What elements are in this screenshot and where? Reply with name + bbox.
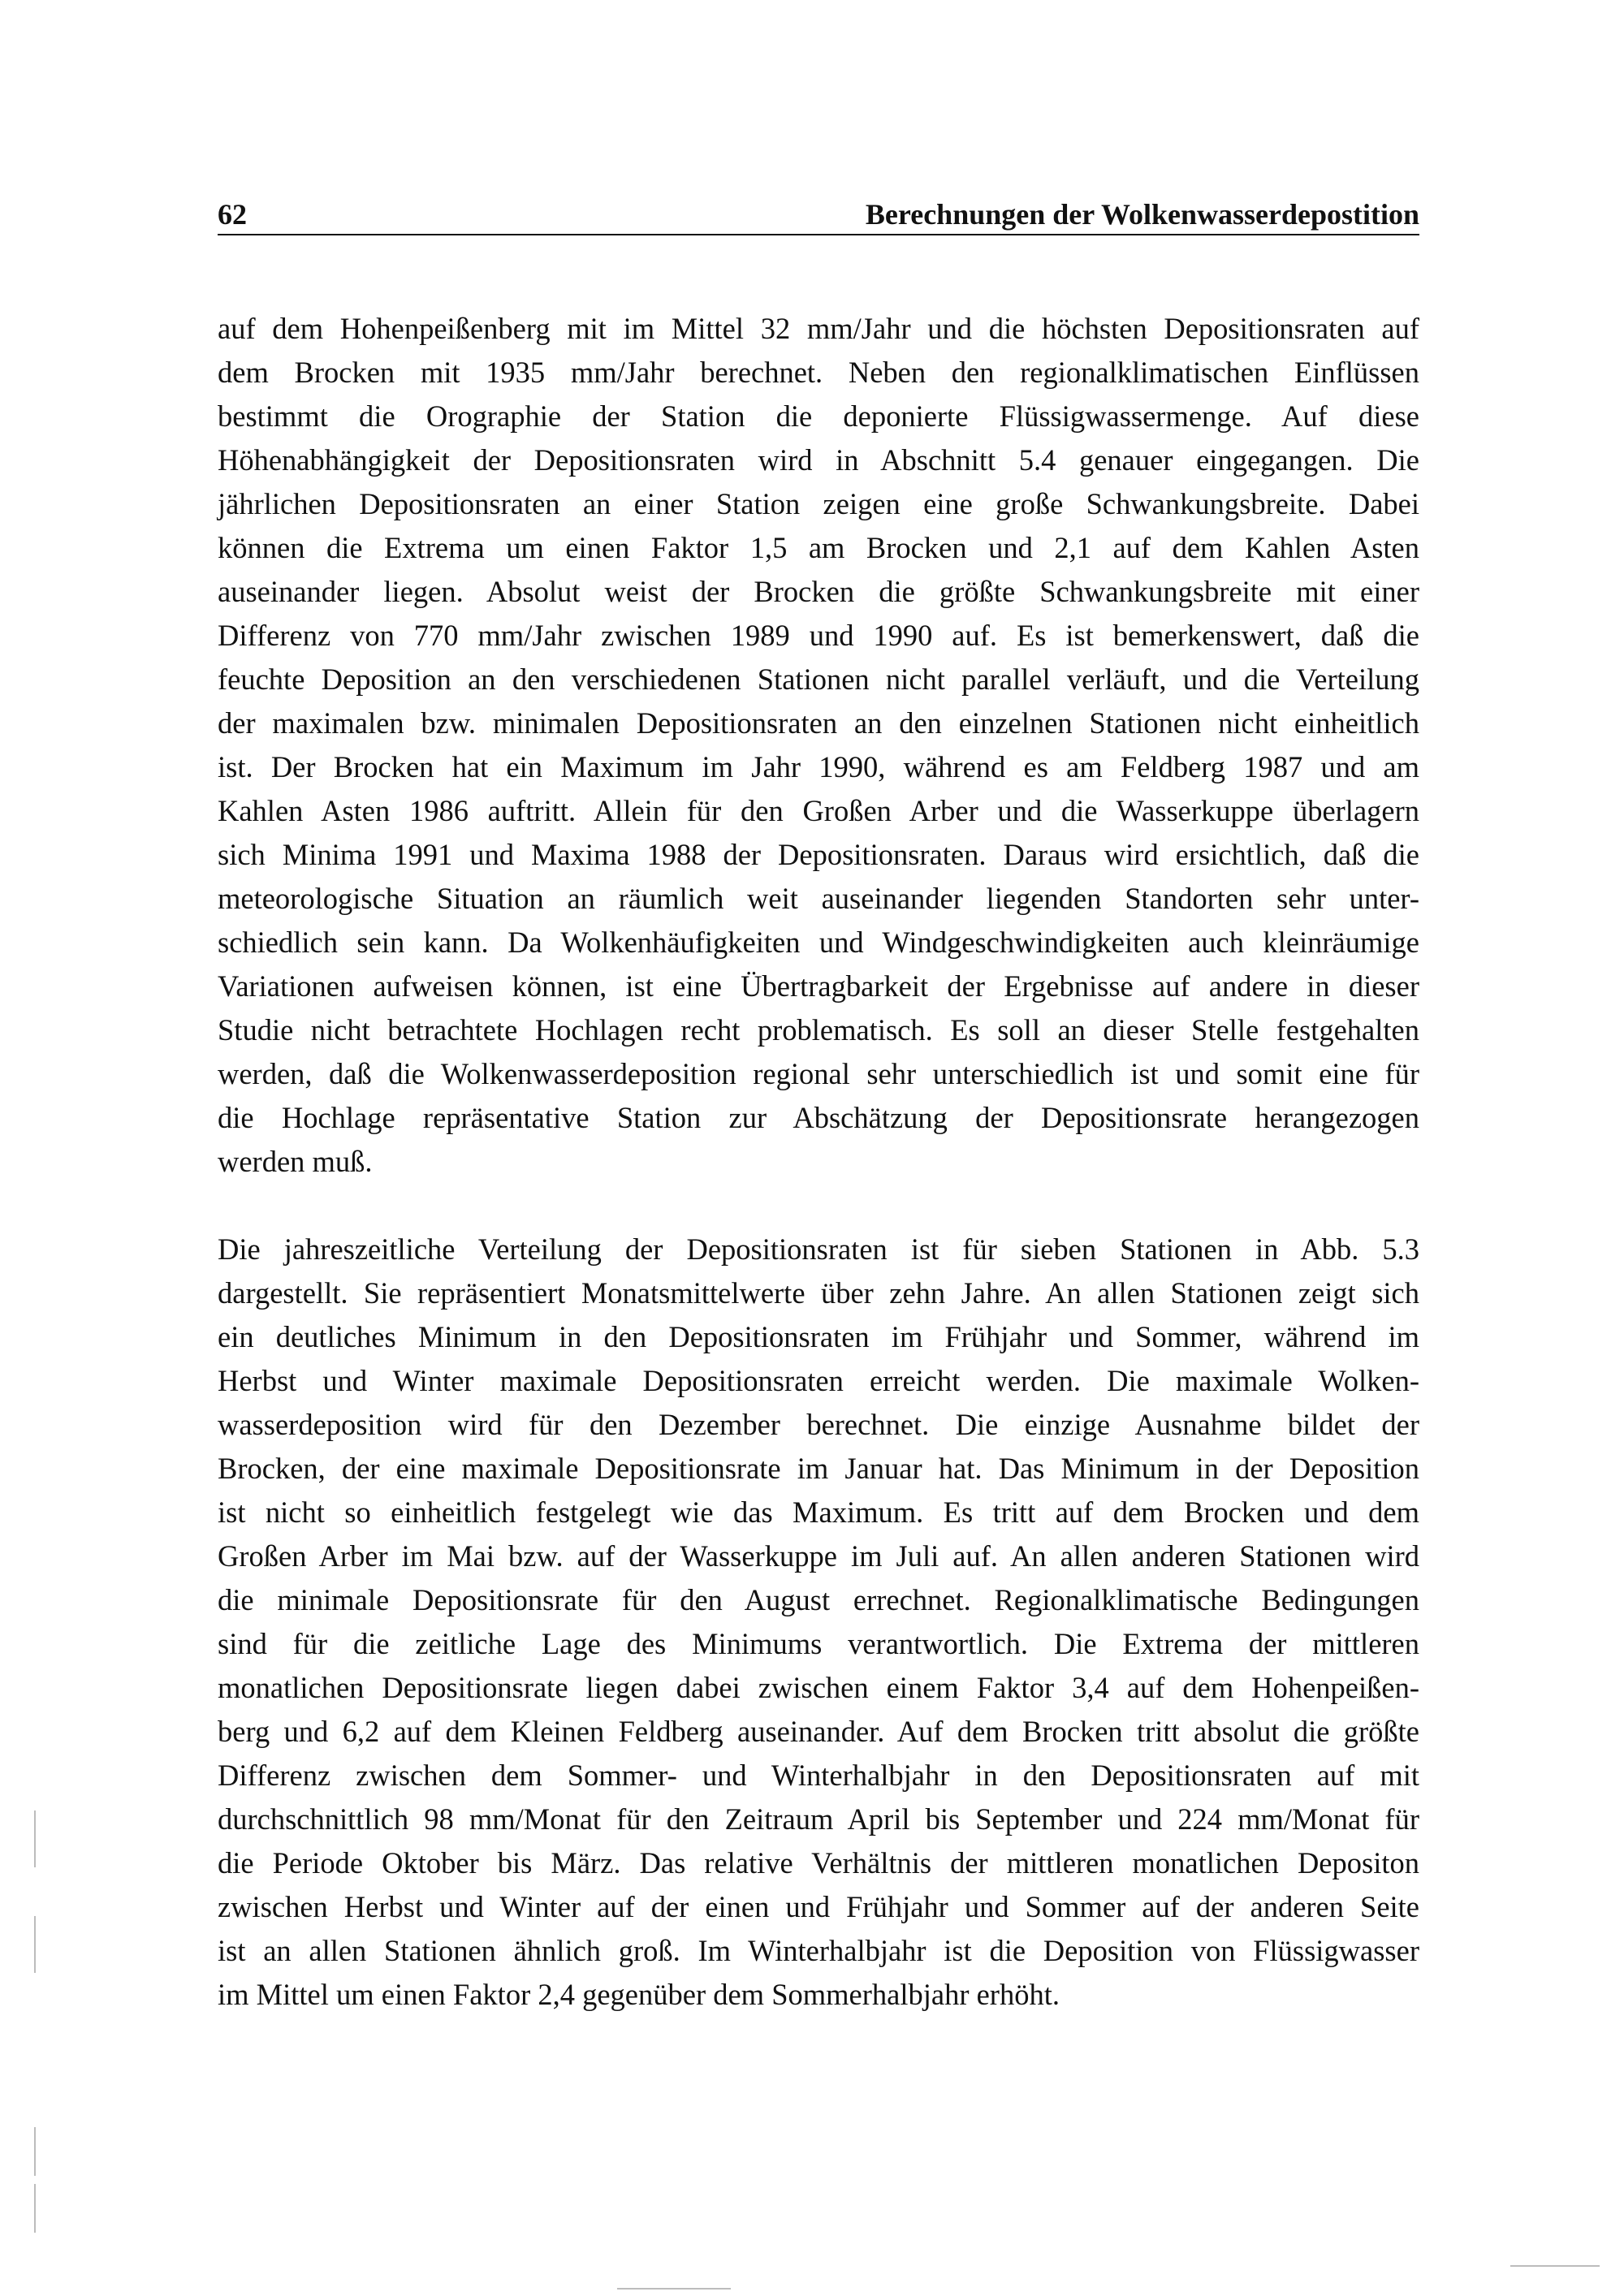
text-line: werden muß.	[218, 1145, 373, 1178]
text-line: Höhenabhängigkeit der Depositionsraten wird in Abschnitt 5.4 genauer eingegangen. Die	[218, 443, 1419, 477]
text-line: die Hochlage repräsentative Station zur Abschätzung der Depositionsrate herangezogen	[218, 1101, 1419, 1134]
text-line: bestimmt die Orographie der Station die deponierte Flüssigwassermenge. Auf diese	[218, 399, 1419, 433]
text-line: Brocken, der eine maximale Depositionsrate im Januar hat. Das Minimum in der Deposition	[218, 1452, 1419, 1485]
scan-artifact	[34, 2184, 36, 2233]
text-line: sich Minima 1991 und Maxima 1988 der Depositionsraten. Daraus wird ersichtlich, daß die	[218, 838, 1419, 871]
text-line: Die jahreszeitliche Verteilung der Depositionsraten ist für sieben Stationen in Abb. 5.3	[218, 1232, 1419, 1266]
text-line: wasserdeposition wird für den Dezember berechnet. Die einzige Ausnahme bildet der	[218, 1408, 1419, 1441]
text-line: Differenz zwischen dem Sommer- und Winterhalbjahr in den Depositionsraten auf mit	[218, 1759, 1419, 1792]
text-line: schiedlich sein kann. Da Wolkenhäufigkeiten und Windgeschwindigkeiten auch kleinräumige	[218, 926, 1419, 959]
text-line: Variationen aufweisen können, ist eine Übertragbarkeit der Ergebnisse auf andere in dieser	[218, 969, 1419, 1003]
text-line: werden, daß die Wolkenwasserdeposition regional sehr unterschiedlich ist und somit eine für	[218, 1057, 1419, 1090]
text-line: sind für die zeitliche Lage des Minimums verantwortlich. Die Extrema der mittleren	[218, 1627, 1419, 1660]
text-line: auseinander liegen. Absolut weist der Brocken die größte Schwankungsbreite mit einer	[218, 575, 1419, 608]
text-line: ein deutliches Minimum in den Depositionsraten im Frühjahr und Sommer, während im	[218, 1320, 1419, 1353]
text-line: ist an allen Stationen ähnlich groß. Im Winterhalbjahr ist die Deposition von Flüssigwasser	[218, 1934, 1419, 1967]
text-line: die Periode Oktober bis März. Das relative Verhältnis der mittleren monatlichen Depositon	[218, 1846, 1419, 1880]
page-number: 62	[218, 198, 247, 231]
text-line: im Mittel um einen Faktor 2,4 gegenüber dem Sommerhalbjahr erhöht.	[218, 1978, 1060, 2011]
paragraph-gap	[218, 1184, 1419, 1228]
scan-artifact	[34, 1810, 36, 1867]
text-line: dem Brocken mit 1935 mm/Jahr berechnet. Neben den regionalklimatischen Einflüssen	[218, 356, 1419, 389]
text-line: monatlichen Depositionsrate liegen dabei zwischen einem Faktor 3,4 auf dem Hohenpeißen-	[218, 1671, 1419, 1704]
text-line: feuchte Deposition an den verschiedenen Stationen nicht parallel verläuft, und die Verteilung	[218, 662, 1419, 696]
text-line: jährlichen Depositionsraten an einer Station zeigen eine große Schwankungsbreite. Dabei	[218, 487, 1419, 520]
scan-artifact	[34, 2127, 36, 2176]
text-line: auf dem Hohenpeißenberg mit im Mittel 32 mm/Jahr und die höchsten Depositionsraten auf	[218, 312, 1419, 345]
body-text	[218, 307, 1419, 2017]
text-line: können die Extrema um einen Faktor 1,5 am Brocken und 2,1 auf dem Kahlen Asten	[218, 531, 1419, 564]
text-line: durchschnittlich 98 mm/Monat für den Zeitraum April bis September und 224 mm/Monat für	[218, 1802, 1419, 1836]
paragraph-1	[218, 307, 1419, 1184]
text-line: berg und 6,2 auf dem Kleinen Feldberg auseinander. Auf dem Brocken tritt absolut die größte	[218, 1715, 1419, 1748]
text-line: zwischen Herbst und Winter auf der einen und Frühjahr und Sommer auf der anderen Seite	[218, 1890, 1419, 1923]
text-line: Differenz von 770 mm/Jahr zwischen 1989 und 1990 auf. Es ist bemerkenswert, daß die	[218, 619, 1419, 652]
text-line: der maximalen bzw. minimalen Depositionsraten an den einzelnen Stationen nicht einheitlich	[218, 706, 1419, 740]
running-header	[218, 192, 1419, 235]
paragraph-2	[218, 1228, 1419, 2017]
scan-artifact	[1510, 2265, 1600, 2267]
text-line: Studie nicht betrachtete Hochlagen recht problematisch. Es soll an dieser Stelle festgehalten	[218, 1013, 1419, 1047]
text-line: ist. Der Brocken hat ein Maximum im Jahr 1990, während es am Feldberg 1987 und am	[218, 750, 1419, 783]
text-line: ist nicht so einheitlich festgelegt wie das Maximum. Es tritt auf dem Brocken und dem	[218, 1495, 1419, 1529]
chapter-title: Berechnungen der Wolkenwasserdepostition	[865, 198, 1419, 231]
text-line: meteorologische Situation an räumlich weit auseinander liegenden Standorten sehr unter-	[218, 882, 1419, 915]
text-line: Großen Arber im Mai bzw. auf der Wasserkuppe im Juli auf. An allen anderen Stationen wird	[218, 1539, 1419, 1573]
scan-artifact	[34, 1916, 36, 1973]
scan-artifact	[617, 2288, 731, 2290]
text-line: Herbst und Winter maximale Depositionsraten erreicht werden. Die maximale Wolken-	[218, 1364, 1419, 1397]
text-line: die minimale Depositionsrate für den August errechnet. Regionalklimatische Bedingungen	[218, 1583, 1419, 1616]
text-line: Kahlen Asten 1986 auftritt. Allein für den Großen Arber und die Wasserkuppe überlagern	[218, 794, 1419, 827]
text-line: dargestellt. Sie repräsentiert Monatsmittelwerte über zehn Jahre. An allen Stationen zeigt sich	[218, 1276, 1419, 1310]
